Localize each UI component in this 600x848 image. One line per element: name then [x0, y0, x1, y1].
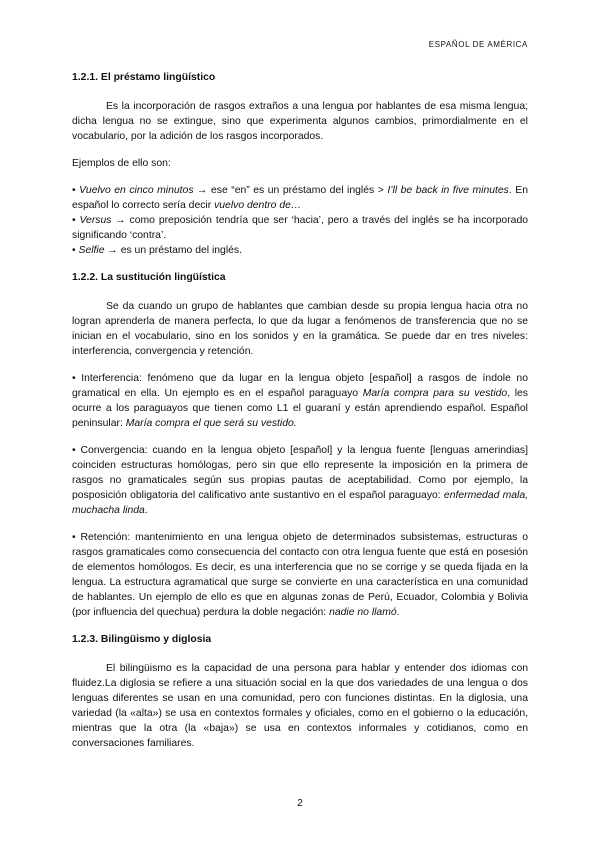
- section-heading-sustitucion: 1.2.2. La sustitución lingüística: [72, 272, 226, 283]
- section-heading-prestamo: 1.2.1. El préstamo lingüístico: [72, 72, 216, 83]
- paragraph-sustitucion-intro: Se da cuando un grupo de hablantes que cambian desde su propia lengua hacia otra no logran aprenderla de manera perfecta, lo que da lugar a fenómenos de transferencia que no se inician en el vocabulario, sino en los sonidos y en la gramática. Se puede dar en tres niveles: interferencia, convergencia y retención.: [72, 301, 528, 357]
- paragraph-convergencia: • Convergencia: cuando en la lengua objeto [español] y la lengua fuente [lenguas amerindias] coinciden estructuras homólogas, pero sin que ello represente la imposición en la primera de rasgos no gramaticales según sus propias pautas de aceptabilidad. Como por ejemplo, la posposición obligatoria del calificativo ante sustantivo en el español paraguayo: enfermedad mala, muchacha linda.: [72, 445, 529, 516]
- page-body: [72, 70, 528, 751]
- section-heading-bilinguismo: 1.2.3. Bilingüismo y diglosia: [72, 634, 212, 645]
- paragraph-bilinguismo: El bilingüismo es la capacidad de una persona para hablar y entender dos idiomas con fluidez.La diglosia se refiere a una situación social en la que dos variedades de una lengua o dos lenguas diferentes se usan en una comunidad, pero con funciones distintas. En la diglosia, una variedad (la «alta») se usa en contextos formales y oficiales, como en el gobierno o la educación, mientras que la otra (la «baja») se usa en contextos informales y cotidianos, como en conversaciones familiares.: [72, 663, 528, 749]
- example-1-term: Vuelvo en cinco minutos: [79, 185, 194, 196]
- example-item-1: • Vuelvo en cinco minutos → ese “en” es un préstamo del inglés > I’ll be back in five minutes. En español lo correcto sería decir vuelvo dentro de…: [72, 185, 529, 211]
- paragraph-interferencia: • Interferencia: fenómeno que da lugar en la lengua objeto [español] a rasgos de índole no gramatical en ella. Un ejemplo es en el español paraguayo María compra para su vestido, les ocurre a los paraguayos que tienen como L1 el guaraní y están aprendiendo español. Español peninsular: María compra el que será su vestido.: [72, 373, 528, 429]
- page-number: 2: [297, 798, 303, 809]
- example-item-3: • Selfie → es un préstamo del inglés.: [72, 245, 242, 256]
- running-header: ESPAÑOL DE AMÉRICA: [428, 40, 528, 49]
- paragraph-retencion: • Retención: mantenimiento en una lengua objeto de determinados subsistemas, estructuras o rasgos gramaticales como consecuencia del contacto con otra lengua fuente que está en posesión de elementos homólogos. Es decir, es una interferencia que no se corrige y se queda fijada en la lengua. La estructura agramatical que surge se convierte en una característica en una comunidad de hablantes. Un ejemplo de ello es que en algunas zonas de Perú, Ecuador, Colombia y Bolivia (por influencia del quechua) perdura la doble negación: nadie no llamó.: [72, 532, 528, 618]
- examples-label: Ejemplos de ello son:: [72, 158, 171, 169]
- example-item-2: • Versus → como preposición tendría que ser ‘hacia’, pero a través del inglés se ha incorporado significando ‘contra’.: [72, 215, 528, 241]
- paragraph-prestamo-intro: Es la incorporación de rasgos extraños a una lengua por hablantes de esa misma lengua; dicha lengua no se extingue, sino que experimenta algunos cambios, primordialmente en el vocabulario, por la adición de los rasgos incorporados.: [72, 101, 528, 142]
- example-2-term: Versus: [79, 215, 112, 226]
- example-3-term: Selfie: [78, 245, 105, 256]
